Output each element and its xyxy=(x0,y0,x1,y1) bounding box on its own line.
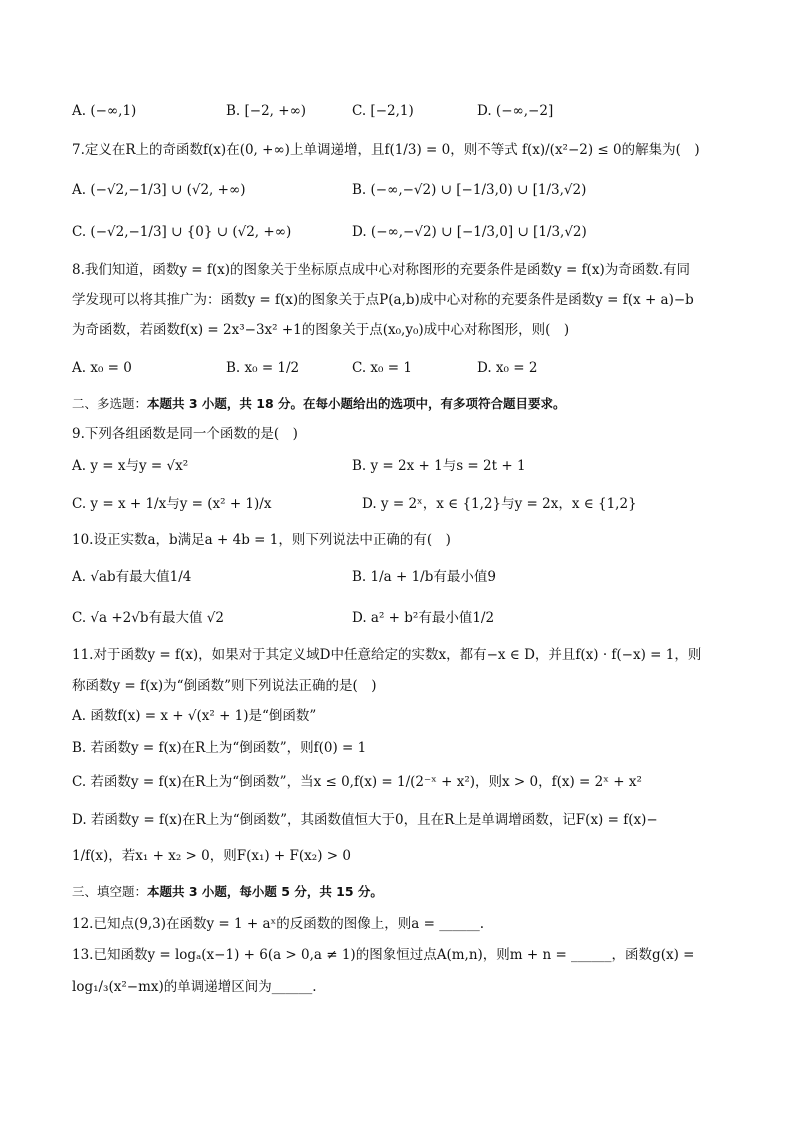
q7-option-d: D. (−∞,−√2) ∪ [−1/3,0] ∪ [1/3,√2) xyxy=(352,224,587,240)
q6-option-b: B. [−2, +∞) xyxy=(226,103,307,119)
q7-option-a: A. (−√2,−1/3] ∪ (√2, +∞) xyxy=(72,182,246,198)
q6-option-c: C. [−2,1) xyxy=(352,103,414,119)
q9-option-b: B. y = 2x + 1与s = 2t + 1 xyxy=(352,458,526,474)
q13-stem-line-1: 13.已知函数y = logₐ(x−1) + 6(a > 0,a ≠ 1)的图象恒过点A(m,n)，则m + n = ______，函数g(x) = xyxy=(72,947,695,963)
q7-stem: 7.定义在R上的奇函数f(x)在(0, +∞)上单调递增，且f(1/3) = 0，则不等式 f(x)/(x²−2) ≤ 0的解集为( ) xyxy=(72,142,700,158)
q9-option-a: A. y = x与y = √x² xyxy=(72,458,189,474)
q8-option-a: A. x₀ = 0 xyxy=(72,360,132,376)
q10-stem: 10.设正实数a，b满足a + 4b = 1，则下列说法中正确的有( ) xyxy=(72,532,451,548)
q9-stem: 9.下列各组函数是同一个函数的是( ) xyxy=(72,426,298,442)
q10-option-c: C. √a +2√b有最大值 √2 xyxy=(72,610,225,626)
q13-stem-line-2: log₁/₃(x²−mx)的单调递增区间为______. xyxy=(72,979,317,995)
q9-option-d: D. y = 2ˣ，x ∈ {1,2}与y = 2x，x ∈ {1,2} xyxy=(362,496,637,512)
q11-option-a: A. 函数f(x) = x + √(x² + 1)是“倒函数” xyxy=(72,708,317,724)
q9-option-c: C. y = x + 1/x与y = (x² + 1)/x xyxy=(72,496,272,512)
section-2-description: 本题共 3 小题，共 18 分。在每小题给出的选项中，有多项符合题目要求。 xyxy=(147,396,566,411)
q10-option-b: B. 1/a + 1/b有最小值9 xyxy=(352,569,496,585)
q10-option-a: A. √ab有最大值1/4 xyxy=(72,569,192,585)
section-3-description: 本题共 3 小题，每小题 5 分，共 15 分。 xyxy=(147,884,383,899)
q7-option-c: C. (−√2,−1/3] ∪ {0} ∪ (√2, +∞) xyxy=(72,224,292,240)
q11-option-d-line-2: 1/f(x)，若x₁ + x₂ > 0，则F(x₁) + F(x₂) > 0 xyxy=(72,848,351,864)
q8-option-c: C. x₀ = 1 xyxy=(352,360,412,376)
q8-option-d: D. x₀ = 2 xyxy=(477,360,538,376)
q11-option-c: C. 若函数y = f(x)在R上为“倒函数”，当x ≤ 0,f(x) = 1/(2⁻ˣ + x²)，则x > 0，f(x) = 2ˣ + x² xyxy=(72,774,642,790)
section-3-title: 三、填空题： xyxy=(72,884,148,899)
q12-stem: 12.已知点(9,3)在函数y = 1 + aˣ的反函数的图像上，则a = ______. xyxy=(72,916,484,932)
q8-stem-line-1: 8.我们知道，函数y = f(x)的图象关于坐标原点成中心对称图形的充要条件是函数y = f(x)为奇函数.有同 xyxy=(72,262,690,278)
q10-option-d: D. a² + b²有最小值1/2 xyxy=(352,610,495,626)
q8-stem-line-3: 为奇函数，若函数f(x) = 2x³−3x² +1的图象关于点(x₀,y₀)成中心对称图形，则( ) xyxy=(72,322,570,338)
q8-stem-line-2: 学发现可以将其推广为：函数y = f(x)的图象关于点P(a,b)成中心对称的充要条件是函数y = f(x + a)−b xyxy=(72,292,694,308)
q11-stem-line-2: 称函数y = f(x)为“倒函数”则下列说法正确的是( ) xyxy=(72,678,377,694)
q11-stem-line-1: 11.对于函数y = f(x)，如果对于其定义域D中任意给定的实数x，都有−x ∈ D，并且f(x) · f(−x) = 1，则 xyxy=(72,647,702,663)
q6-option-a: A. (−∞,1) xyxy=(72,103,137,119)
q11-option-d-line-1: D. 若函数y = f(x)在R上为“倒函数”，其函数值恒大于0，且在R上是单调增函数，记F(x) = f(x)− xyxy=(72,812,658,828)
section-2-title: 二、多选题： xyxy=(72,396,148,411)
q6-option-d: D. (−∞,−2] xyxy=(477,103,554,119)
q8-option-b: B. x₀ = 1/2 xyxy=(226,360,300,376)
section-2-heading xyxy=(72,394,566,414)
q11-option-b: B. 若函数y = f(x)在R上为“倒函数”，则f(0) = 1 xyxy=(72,740,367,756)
q7-option-b: B. (−∞,−√2) ∪ [−1/3,0) ∪ [1/3,√2) xyxy=(352,182,587,198)
section-3-heading xyxy=(72,882,383,902)
